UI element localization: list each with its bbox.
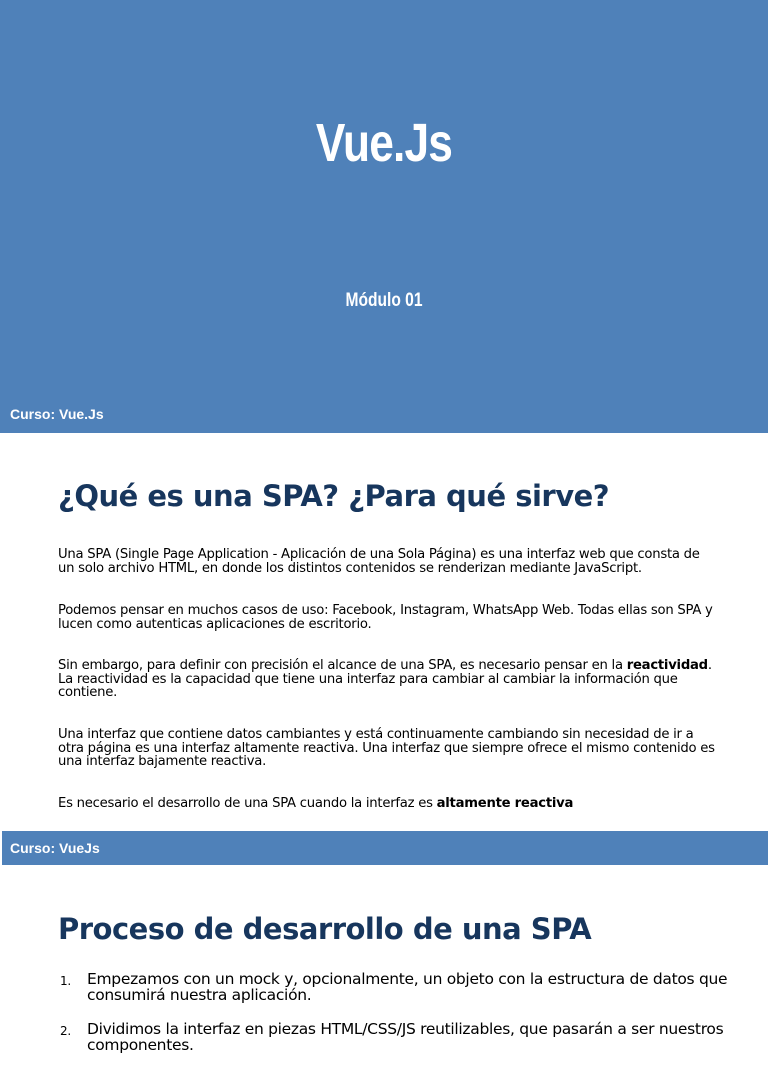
list-item-number: 1. [60,974,71,988]
conclusion-text: Es necesario el desarrollo de una SPA cuando la interfaz es [58,796,437,811]
slide-title: Vue.Js [315,113,453,173]
course-footer: Curso: Vue.Js [10,406,104,422]
course-footer: Curso: VueJs [10,840,100,856]
title-slide [0,0,768,433]
paragraph-spa-definition: Una SPA (Single Page Application - Aplicación de una Sola Página) es una interfaz web que consta de un solo archivo HTML, en donde los distintos contenidos se renderizan mediante JavaScript. [58,547,700,576]
spa-definition-slide [0,433,768,830]
reactivity-text-pre: Sin embargo, para definir con precisión el alcance de una SPA, es necesario pensar en la [58,658,627,673]
list-item-text: Dividimos la interfaz en piezas HTML/CSS/JS reutilizables, que pasarán a ser nuestros componentes. [87,1020,724,1054]
list-item-text: Empezamos con un mock y, opcionalmente, un objeto con la estructura de datos que consumirá nuestra aplicación. [87,970,728,1004]
course-footer-band [2,831,768,865]
paragraph-reactivity [58,659,718,700]
slide-heading: ¿Qué es una SPA? ¿Para qué sirve? [58,479,610,513]
paragraph-conclusion [58,797,718,811]
paragraph-reactive-interfaces: Una interfaz que contiene datos cambiantes y está continuamente cambiando sin necesidad de ir a otra página es una interfaz altamente reactiva. Una interfaz que siempre ofrece el mismo contenido es una interfaz bajamente reactiva. [58,727,715,770]
development-process-slide [0,865,768,1054]
process-steps-list [60,971,730,1071]
reactivity-term: reactividad [626,658,708,673]
list-item [60,971,730,1003]
list-item-number: 2. [60,1024,71,1038]
reactivity-text-post: . La reactividad es la capacidad que tiene una interfaz para cambiar al cambiar la información que contiene. [58,658,712,701]
conclusion-emphasis: altamente reactiva [436,796,574,811]
paragraph-use-cases: Podemos pensar en muchos casos de uso: Facebook, Instagram, WhatsApp Web. Todas ellas son SPA y lucen como autenticas aplicaciones de escritorio. [58,603,713,632]
list-item [60,1021,730,1053]
slide-heading: Proceso de desarrollo de una SPA [58,912,592,946]
slide-subtitle: Módulo 01 [345,290,423,311]
